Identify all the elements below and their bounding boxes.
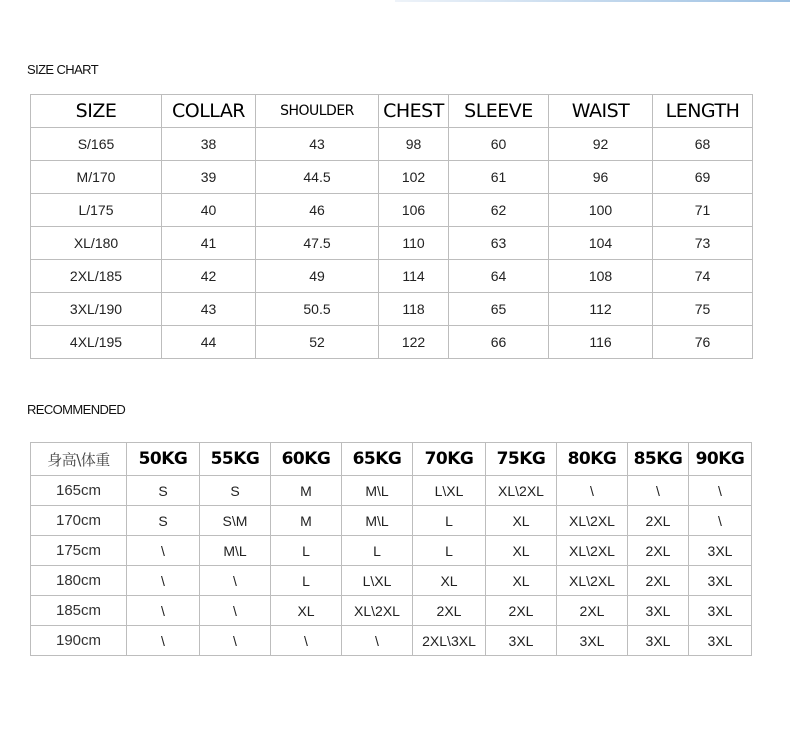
size-label-cell: S/165: [31, 128, 162, 161]
measurement-cell: 68: [653, 128, 753, 161]
header-weight: 60KG: [271, 443, 342, 476]
recommended-size-cell: 2XL: [557, 596, 628, 626]
measurement-cell: 73: [653, 227, 753, 260]
header-chest: CHEST: [379, 95, 449, 128]
recommended-header-row: [31, 443, 752, 476]
size-label-cell: L/175: [31, 194, 162, 227]
recommended-size-cell: L: [271, 536, 342, 566]
measurement-cell: 71: [653, 194, 753, 227]
measurement-cell: 61: [449, 161, 549, 194]
recommended-row: [31, 506, 752, 536]
size-chart-row: [31, 293, 753, 326]
recommended-size-cell: 2XL\3XL: [413, 626, 486, 656]
measurement-cell: 92: [549, 128, 653, 161]
measurement-cell: 40: [162, 194, 256, 227]
recommended-size-cell: 2XL: [628, 536, 689, 566]
header-weight: 70KG: [413, 443, 486, 476]
measurement-cell: 62: [449, 194, 549, 227]
recommended-size-cell: XL\2XL: [557, 506, 628, 536]
measurement-cell: 44.5: [256, 161, 379, 194]
recommended-size-cell: 2XL: [486, 596, 557, 626]
recommended-size-cell: L: [413, 506, 486, 536]
recommended-size-cell: XL: [413, 566, 486, 596]
recommended-size-cell: S: [127, 476, 200, 506]
measurement-cell: 110: [379, 227, 449, 260]
recommended-size-cell: \: [689, 476, 752, 506]
size-chart-row: [31, 260, 753, 293]
recommended-size-cell: \: [200, 566, 271, 596]
recommended-size-cell: XL: [486, 506, 557, 536]
measurement-cell: 43: [256, 128, 379, 161]
recommended-size-cell: \: [200, 626, 271, 656]
size-chart-row: [31, 194, 753, 227]
recommended-size-cell: \: [127, 596, 200, 626]
measurement-cell: 38: [162, 128, 256, 161]
header-height-weight: 身高\体重: [31, 443, 127, 476]
header-weight: 90KG: [689, 443, 752, 476]
recommended-size-cell: \: [127, 566, 200, 596]
measurement-cell: 69: [653, 161, 753, 194]
measurement-cell: 60: [449, 128, 549, 161]
recommended-size-cell: M\L: [342, 476, 413, 506]
recommended-size-cell: M\L: [200, 536, 271, 566]
measurement-cell: 44: [162, 326, 256, 359]
measurement-cell: 47.5: [256, 227, 379, 260]
measurement-cell: 114: [379, 260, 449, 293]
size-label-cell: 2XL/185: [31, 260, 162, 293]
recommended-size-cell: XL: [271, 596, 342, 626]
header-weight: 50KG: [127, 443, 200, 476]
size-chart-title: SIZE CHART: [27, 62, 99, 77]
recommended-size-cell: 3XL: [486, 626, 557, 656]
recommended-size-cell: 3XL: [628, 626, 689, 656]
recommended-size-cell: M: [271, 506, 342, 536]
header-weight: 80KG: [557, 443, 628, 476]
header-shoulder: SHOULDER: [256, 95, 379, 128]
size-label-cell: 4XL/195: [31, 326, 162, 359]
recommended-title: RECOMMENDED: [27, 402, 126, 417]
measurement-cell: 118: [379, 293, 449, 326]
top-accent-line: [395, 0, 790, 2]
size-chart-header-row: [31, 95, 753, 128]
size-chart-table: [30, 94, 753, 359]
recommended-size-cell: 2XL: [628, 506, 689, 536]
measurement-cell: 76: [653, 326, 753, 359]
height-label-cell: 170cm: [31, 506, 127, 536]
recommended-size-cell: XL\2XL: [557, 566, 628, 596]
recommended-size-cell: L: [342, 536, 413, 566]
measurement-cell: 74: [653, 260, 753, 293]
size-chart-row: [31, 128, 753, 161]
header-weight: 85KG: [628, 443, 689, 476]
height-label-cell: 165cm: [31, 476, 127, 506]
recommended-row: [31, 536, 752, 566]
recommended-size-cell: \: [689, 506, 752, 536]
recommended-size-cell: L\XL: [413, 476, 486, 506]
measurement-cell: 108: [549, 260, 653, 293]
recommended-row: [31, 476, 752, 506]
recommended-size-cell: 2XL: [628, 566, 689, 596]
header-waist: WAIST: [549, 95, 653, 128]
recommended-size-cell: M\L: [342, 506, 413, 536]
recommended-size-cell: 2XL: [413, 596, 486, 626]
height-label-cell: 175cm: [31, 536, 127, 566]
recommended-size-cell: XL: [486, 566, 557, 596]
measurement-cell: 43: [162, 293, 256, 326]
recommended-row: [31, 596, 752, 626]
recommended-size-cell: 3XL: [628, 596, 689, 626]
recommended-size-cell: XL\2XL: [342, 596, 413, 626]
measurement-cell: 106: [379, 194, 449, 227]
size-label-cell: 3XL/190: [31, 293, 162, 326]
measurement-cell: 122: [379, 326, 449, 359]
measurement-cell: 39: [162, 161, 256, 194]
measurement-cell: 66: [449, 326, 549, 359]
recommended-size-cell: XL\2XL: [486, 476, 557, 506]
measurement-cell: 41: [162, 227, 256, 260]
measurement-cell: 100: [549, 194, 653, 227]
recommended-size-cell: S\M: [200, 506, 271, 536]
recommended-size-cell: L: [413, 536, 486, 566]
header-weight: 75KG: [486, 443, 557, 476]
measurement-cell: 63: [449, 227, 549, 260]
recommended-size-cell: \: [557, 476, 628, 506]
recommended-size-cell: 3XL: [689, 536, 752, 566]
size-chart-row: [31, 227, 753, 260]
size-chart-row: [31, 161, 753, 194]
recommended-size-cell: 3XL: [557, 626, 628, 656]
recommended-size-cell: \: [342, 626, 413, 656]
header-size: SIZE: [31, 95, 162, 128]
measurement-cell: 64: [449, 260, 549, 293]
recommended-size-cell: 3XL: [689, 566, 752, 596]
recommended-size-cell: \: [628, 476, 689, 506]
height-label-cell: 185cm: [31, 596, 127, 626]
size-label-cell: M/170: [31, 161, 162, 194]
recommended-size-cell: XL: [486, 536, 557, 566]
header-length: LENGTH: [653, 95, 753, 128]
measurement-cell: 42: [162, 260, 256, 293]
size-chart-row: [31, 326, 753, 359]
recommended-size-cell: \: [127, 536, 200, 566]
measurement-cell: 96: [549, 161, 653, 194]
header-sleeve: SLEEVE: [449, 95, 549, 128]
recommended-row: [31, 626, 752, 656]
measurement-cell: 102: [379, 161, 449, 194]
measurement-cell: 49: [256, 260, 379, 293]
recommended-size-cell: XL\2XL: [557, 536, 628, 566]
height-label-cell: 180cm: [31, 566, 127, 596]
measurement-cell: 46: [256, 194, 379, 227]
recommended-size-cell: M: [271, 476, 342, 506]
size-label-cell: XL/180: [31, 227, 162, 260]
measurement-cell: 98: [379, 128, 449, 161]
recommended-size-cell: \: [200, 596, 271, 626]
measurement-cell: 65: [449, 293, 549, 326]
recommended-size-cell: S: [127, 506, 200, 536]
recommended-size-cell: \: [127, 626, 200, 656]
measurement-cell: 104: [549, 227, 653, 260]
measurement-cell: 112: [549, 293, 653, 326]
measurement-cell: 75: [653, 293, 753, 326]
height-label-cell: 190cm: [31, 626, 127, 656]
recommended-size-cell: 3XL: [689, 626, 752, 656]
measurement-cell: 52: [256, 326, 379, 359]
header-collar: COLLAR: [162, 95, 256, 128]
measurement-cell: 116: [549, 326, 653, 359]
recommended-size-cell: 3XL: [689, 596, 752, 626]
recommended-size-cell: \: [271, 626, 342, 656]
header-weight: 55KG: [200, 443, 271, 476]
recommended-table: [30, 442, 752, 656]
recommended-size-cell: L: [271, 566, 342, 596]
measurement-cell: 50.5: [256, 293, 379, 326]
recommended-size-cell: S: [200, 476, 271, 506]
recommended-size-cell: L\XL: [342, 566, 413, 596]
header-weight: 65KG: [342, 443, 413, 476]
recommended-row: [31, 566, 752, 596]
